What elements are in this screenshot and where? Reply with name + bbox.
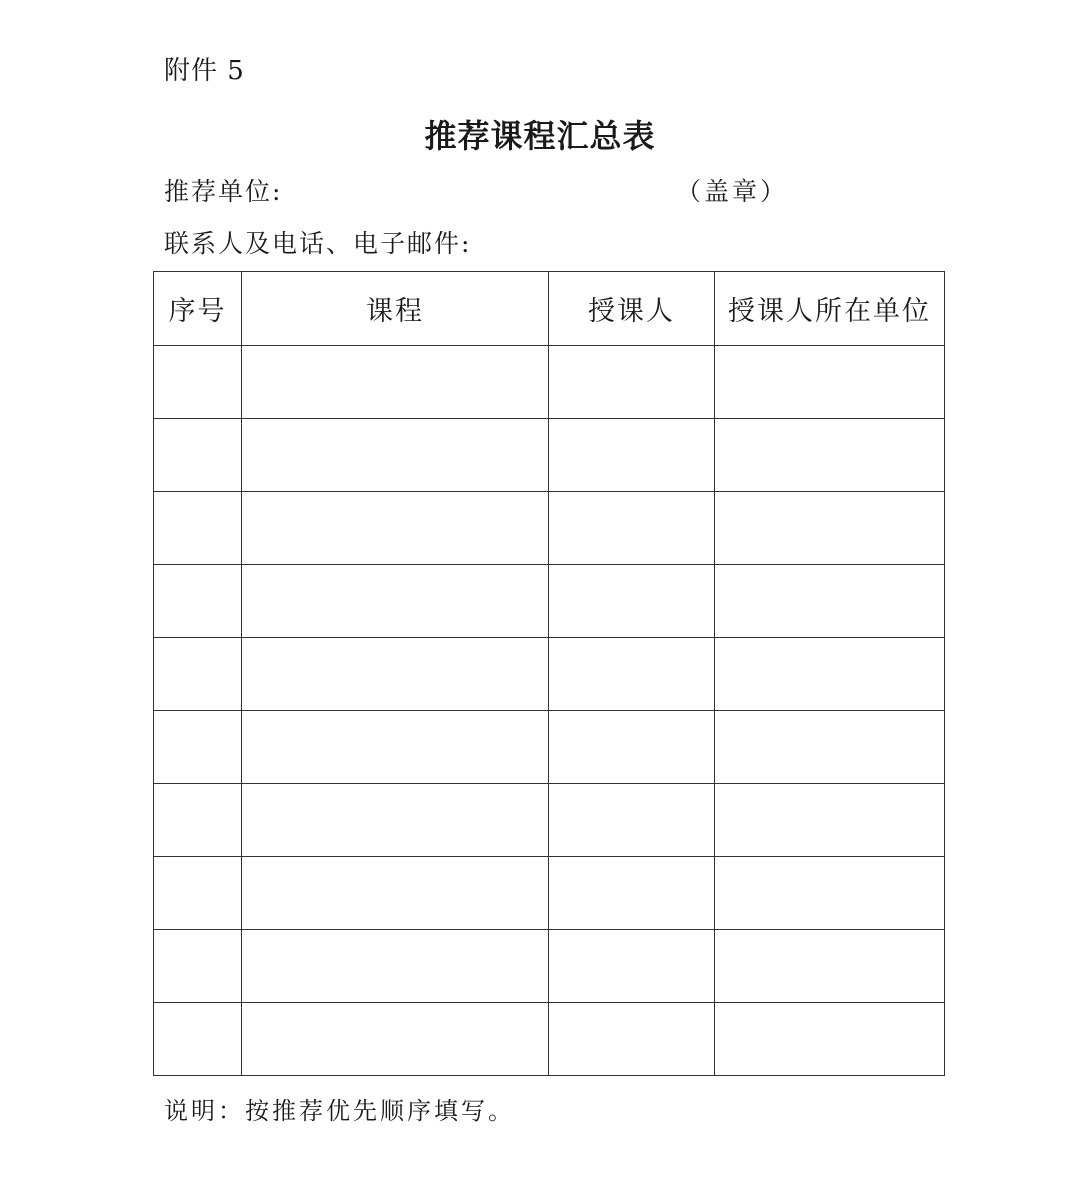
cell-instructor-unit[interactable] (715, 784, 945, 857)
cell-course[interactable] (242, 711, 549, 784)
cell-instructor-unit[interactable] (715, 1003, 945, 1076)
page-title: 推荐课程汇总表 (424, 117, 656, 155)
cell-instructor[interactable] (549, 711, 715, 784)
cell-instructor[interactable] (549, 857, 715, 930)
cell-index[interactable] (154, 492, 242, 565)
cell-index[interactable] (154, 419, 242, 492)
cell-instructor[interactable] (549, 492, 715, 565)
table-row (154, 419, 945, 492)
stamp-note: （盖章） (676, 177, 789, 206)
table-body (154, 346, 945, 1076)
table-row (154, 346, 945, 419)
table-row (154, 492, 945, 565)
cell-instructor[interactable] (549, 346, 715, 419)
cell-index[interactable] (154, 1003, 242, 1076)
table-row (154, 784, 945, 857)
cell-instructor[interactable] (549, 419, 715, 492)
cell-index[interactable] (154, 565, 242, 638)
header-course: 课程 (242, 272, 549, 346)
header-instructor-unit: 授课人所在单位 (715, 272, 945, 346)
table-row (154, 857, 945, 930)
course-summary-table (153, 271, 945, 1076)
cell-instructor-unit[interactable] (715, 711, 945, 784)
cell-index[interactable] (154, 857, 242, 930)
cell-course[interactable] (242, 638, 549, 711)
footnote: 说明：按推荐优先顺序填写。 (164, 1097, 515, 1125)
cell-course[interactable] (242, 784, 549, 857)
cell-index[interactable] (154, 711, 242, 784)
cell-course[interactable] (242, 492, 549, 565)
cell-course[interactable] (242, 419, 549, 492)
cell-index[interactable] (154, 346, 242, 419)
header-instructor: 授课人 (549, 272, 715, 346)
table-row (154, 930, 945, 1003)
table-row (154, 565, 945, 638)
cell-instructor[interactable] (549, 565, 715, 638)
table-row (154, 1003, 945, 1076)
cell-instructor-unit[interactable] (715, 638, 945, 711)
cell-instructor-unit[interactable] (715, 857, 945, 930)
cell-instructor-unit[interactable] (715, 346, 945, 419)
cell-instructor[interactable] (549, 784, 715, 857)
cell-instructor-unit[interactable] (715, 419, 945, 492)
cell-instructor-unit[interactable] (715, 930, 945, 1003)
cell-course[interactable] (242, 565, 549, 638)
cell-course[interactable] (242, 857, 549, 930)
table-row (154, 638, 945, 711)
cell-index[interactable] (154, 784, 242, 857)
cell-instructor[interactable] (549, 638, 715, 711)
cell-course[interactable] (242, 930, 549, 1003)
cell-instructor[interactable] (549, 1003, 715, 1076)
cell-instructor-unit[interactable] (715, 492, 945, 565)
recommending-unit-label: 推荐单位: (164, 177, 283, 206)
cell-course[interactable] (242, 1003, 549, 1076)
table-header-row (154, 272, 945, 346)
cell-index[interactable] (154, 930, 242, 1003)
table-row (154, 711, 945, 784)
contact-info-label: 联系人及电话、电子邮件: (164, 229, 472, 258)
cell-course[interactable] (242, 346, 549, 419)
cell-instructor-unit[interactable] (715, 565, 945, 638)
cell-index[interactable] (154, 638, 242, 711)
attachment-label: 附件 5 (164, 56, 245, 86)
header-index: 序号 (154, 272, 242, 346)
cell-instructor[interactable] (549, 930, 715, 1003)
